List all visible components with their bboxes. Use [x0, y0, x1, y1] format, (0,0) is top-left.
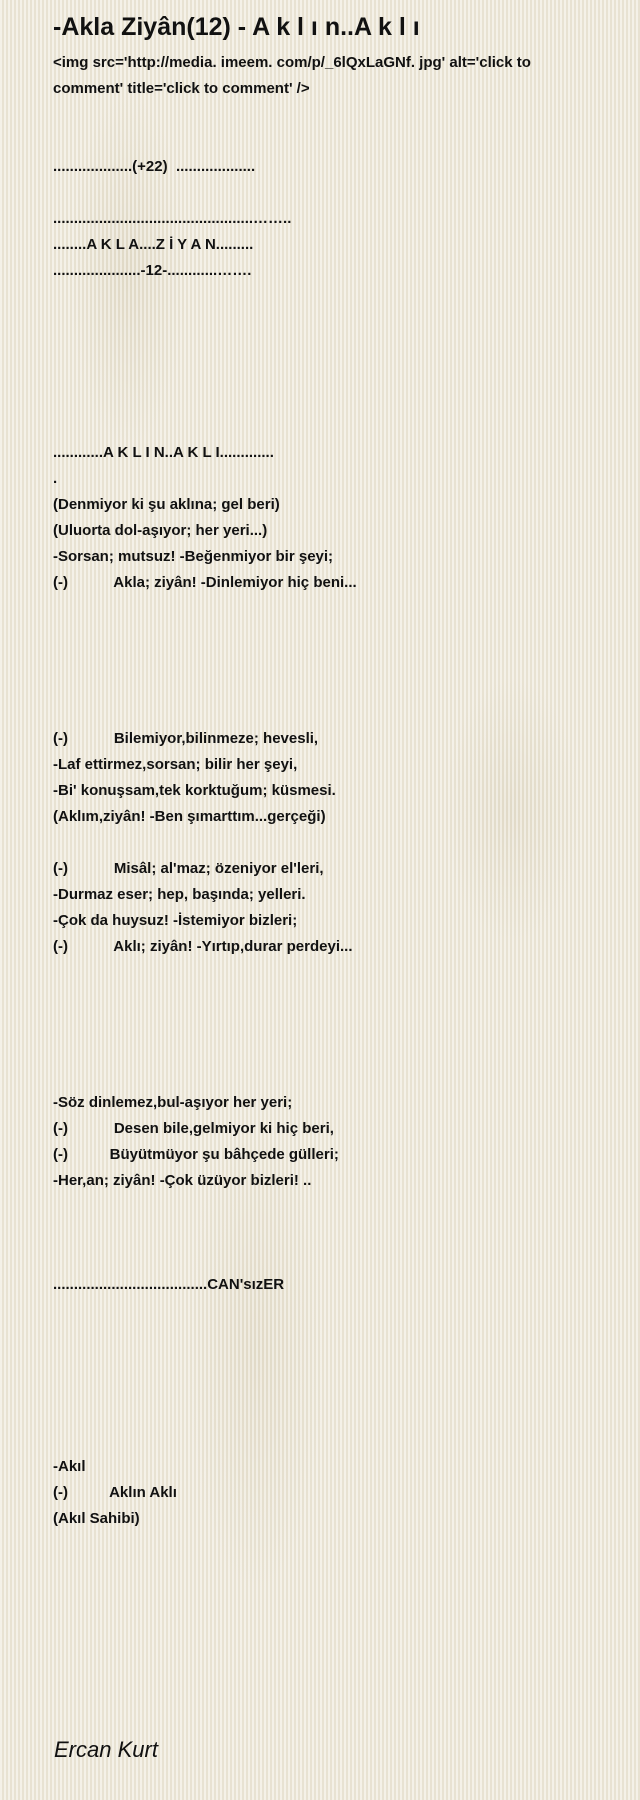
poem-line	[53, 1376, 613, 1402]
page-title: -Akla Ziyân(12) - A k l ı n..A k l ı	[53, 13, 420, 41]
poem-line: -Her,an; ziyân! -Çok üzüyor bizleri! ..	[53, 1172, 312, 1189]
poem-line: .....................-12-............…….	[53, 262, 252, 279]
poem-line	[53, 1194, 613, 1220]
poem-line	[53, 700, 613, 726]
poem-line: (Uluorta dol-aşıyor; her yeri...)	[53, 522, 268, 539]
poem-line: ............A K L I N..A K L I.............	[53, 444, 274, 461]
poem-line: ...................(+22) ...................	[53, 158, 256, 175]
poem-line	[53, 986, 613, 1012]
poem-line	[53, 1350, 613, 1376]
poem-body	[53, 50, 613, 1532]
poem-line: -Sorsan; mutsuz! -Beğenmiyor bir şeyi;	[53, 548, 334, 565]
poem-line: -Laf ettirmez,sorsan; bilir her şeyi,	[53, 756, 298, 773]
poem-line: (Akıl Sahibi)	[53, 1510, 140, 1527]
poem-lines	[53, 102, 613, 1532]
poem-line	[53, 674, 613, 700]
poem-line	[53, 102, 613, 128]
poem-line	[53, 362, 613, 388]
poem-line: ................................................……..	[53, 210, 292, 227]
img-code-text: <img src='http://media. imeem. com/p/_6lQxLaGNf. jpg' alt='click to comment' title='click to comment' />	[53, 54, 531, 97]
poem-line: -Akıl	[53, 1458, 86, 1475]
poem-line	[53, 180, 613, 206]
poem-line: (Denmiyor ki şu aklına; gel beri)	[53, 496, 280, 513]
poem-line: (-) Aklı; ziyân! -Yırtıp,durar perdeyi...	[53, 938, 353, 955]
poem-line: .	[53, 470, 58, 487]
poem-line	[53, 414, 613, 440]
poem-line	[53, 388, 613, 414]
poem-line	[53, 1064, 613, 1090]
poem-page	[53, 10, 613, 1532]
poem-line: -Söz dinlemez,bul-aşıyor her yeri;	[53, 1094, 293, 1111]
poem-line	[53, 1324, 613, 1350]
poem-line: (-) Desen bile,gelmiyor ki hiç beri,	[53, 1120, 334, 1137]
poem-line	[53, 310, 613, 336]
poem-line: -Çok da huysuz! -İstemiyor bizleri;	[53, 912, 298, 929]
poem-line	[53, 648, 613, 674]
poem-line	[53, 128, 613, 154]
poem-line	[53, 622, 613, 648]
poem-line: (-) Aklın Aklı	[53, 1484, 177, 1501]
poem-line	[53, 1038, 613, 1064]
poem-line	[53, 1220, 613, 1246]
poem-line: .....................................CAN'sızER	[53, 1276, 285, 1293]
poem-line: -Bi' konuşsam,tek korktuğum; küsmesi.	[53, 782, 336, 799]
poem-line: (-) Misâl; al'maz; özeniyor el'leri,	[53, 860, 324, 877]
poem-line: -Durmaz eser; hep, başında; yelleri.	[53, 886, 306, 903]
poem-line: (-) Büyütmüyor şu bâhçede gülleri;	[53, 1146, 339, 1163]
poem-line	[53, 1246, 613, 1272]
poem-line	[53, 596, 613, 622]
poem-line	[53, 1298, 613, 1324]
poem-line	[53, 1012, 613, 1038]
poem-line	[53, 1428, 613, 1454]
poem-line: (-) Akla; ziyân! -Dinlemiyor hiç beni...	[53, 574, 357, 591]
author-name[interactable]: Ercan Kurt	[54, 1737, 158, 1762]
poem-line: ........A K L A....Z İ Y A N.........	[53, 236, 254, 253]
poem-line	[53, 960, 613, 986]
poem-line	[53, 830, 613, 856]
poem-line	[53, 1402, 613, 1428]
poem-line	[53, 284, 613, 310]
poem-line	[53, 336, 613, 362]
poem-line: (-) Bilemiyor,bilinmeze; hevesli,	[53, 730, 319, 747]
poem-line: (Aklım,ziyân! -Ben şımarttım...gerçeği)	[53, 808, 326, 825]
